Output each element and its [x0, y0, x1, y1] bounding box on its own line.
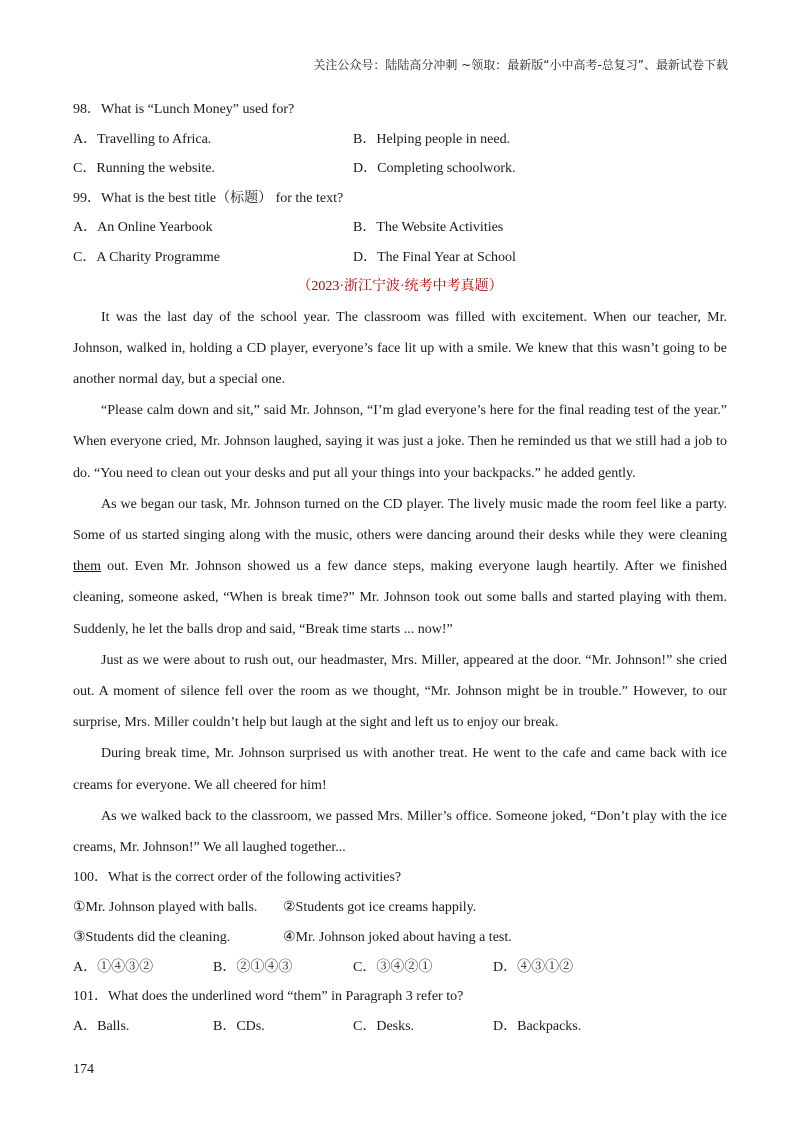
option-c[interactable]: C．Running the website. — [73, 161, 215, 176]
underlined-word: them — [73, 559, 101, 575]
activity-item-2: ②Students got ice creams happily. — [283, 899, 477, 915]
question-100-items-row1 — [73, 893, 727, 923]
option-c[interactable]: C．Desks. — [353, 1018, 415, 1034]
option-d[interactable]: D．Backpacks. — [493, 1018, 582, 1034]
paragraph-5: During break time, Mr. Johnson surprised us with another treat. He went to the cafe and came back with ice creams for everyone. We all cheered for him! — [73, 746, 727, 793]
paragraph-3-part1: As we began our task, Mr. Johnson turned on the CD player. The lively music made the room feel like a party. Some of us started singing along with the music, others were dancing around their desks while they were cleaning — [73, 496, 727, 543]
option-a[interactable]: A．①④③② — [73, 959, 154, 975]
option-c[interactable]: C．③④②① — [353, 959, 433, 975]
paragraph-2: “Please calm down and sit,” said Mr. Johnson, “I’m glad everyone’s here for the final reading test of the year.” When everyone cried, Mr. Johnson laughed, saying it was just a joke. Then he reminded us that we still had a job to do. “You need to clean out your desks and put all your things into your backpacks.” he added gently. — [73, 403, 727, 481]
option-d[interactable]: D．④③①② — [493, 959, 574, 975]
paragraph-1: It was the last day of the school year. The classroom was filled with excitement. When our teacher, Mr. Johnson, walked in, holding a CD player, everyone’s face lit up with a smile. We knew that this wasn’t going to be another normal day, but a special one. — [73, 309, 727, 387]
option-d[interactable]: D．The Final Year at School — [353, 249, 516, 265]
option-a[interactable]: A．An Online Yearbook — [73, 220, 213, 235]
question-100-stem: 100．What is the correct order of the following activities? — [73, 870, 402, 886]
paragraph-4: Just as we were about to rush out, our headmaster, Mrs. Miller, appeared at the door. “Mr. Johnson!” she cried out. A moment of silence fell over the room as we thought, “Mr. Johnson might be in trouble.” However, to our surprise, Mrs. Miller couldn’t help but laugh at the sight and left us to enjoy our break. — [73, 652, 727, 731]
question-98-options-row2 — [73, 154, 727, 184]
option-c[interactable]: C．A Charity Programme — [73, 249, 220, 265]
question-99-stem: 99．What is the best title（标题） for the text? — [73, 190, 344, 206]
question-98-options-row1 — [73, 125, 727, 155]
activity-item-1: ①Mr. Johnson played with balls. — [73, 899, 258, 915]
question-99-options-row2 — [73, 243, 727, 273]
question-101-options — [73, 1012, 727, 1042]
option-d[interactable]: D．Completing schoolwork. — [353, 161, 516, 176]
page-header: 关注公众号：陆陆高分冲刺 ~领取：最新版“小中高考-总复习”、最新试卷下载 — [313, 58, 728, 72]
option-a[interactable]: A．Travelling to Africa. — [73, 131, 212, 147]
option-b[interactable]: B．CDs. — [213, 1018, 265, 1034]
question-100-options — [73, 953, 727, 983]
paragraph-3 — [73, 489, 727, 645]
option-a[interactable]: A．Balls. — [73, 1018, 130, 1034]
option-b[interactable]: B．②①④③ — [213, 959, 293, 975]
question-99-options-row1 — [73, 213, 727, 243]
page-number: 174 — [73, 1062, 94, 1077]
activity-item-4: ④Mr. Johnson joked about having a test. — [283, 929, 512, 945]
activity-item-3: ③Students did the cleaning. — [73, 929, 231, 945]
option-b[interactable]: B．The Website Activities — [353, 220, 504, 235]
source-label: （2023·浙江宁波·统考中考真题） — [297, 279, 503, 294]
reading-passage — [73, 302, 727, 864]
question-98-stem: 98．What is “Lunch Money” used for? — [73, 102, 295, 117]
paragraph-3-part2: out. Even Mr. Johnson showed us a few dance steps, making everyone laugh heartily. After we finished cleaning, someone asked, “When is break time?” Mr. Johnson took out some balls and started playing with them. Suddenly, he let the balls drop and said, “Break time starts ... now!” — [73, 559, 727, 637]
option-b[interactable]: B．Helping people in need. — [353, 131, 511, 147]
question-101-stem: 101．What does the underlined word “them” in Paragraph 3 refer to? — [73, 989, 464, 1005]
question-100-items-row2 — [73, 923, 727, 953]
page-content — [73, 95, 727, 1041]
paragraph-6: As we walked back to the classroom, we passed Mrs. Miller’s office. Someone joked, “Don’t play with the ice creams, Mr. Johnson!” We all laughed together... — [73, 808, 727, 855]
